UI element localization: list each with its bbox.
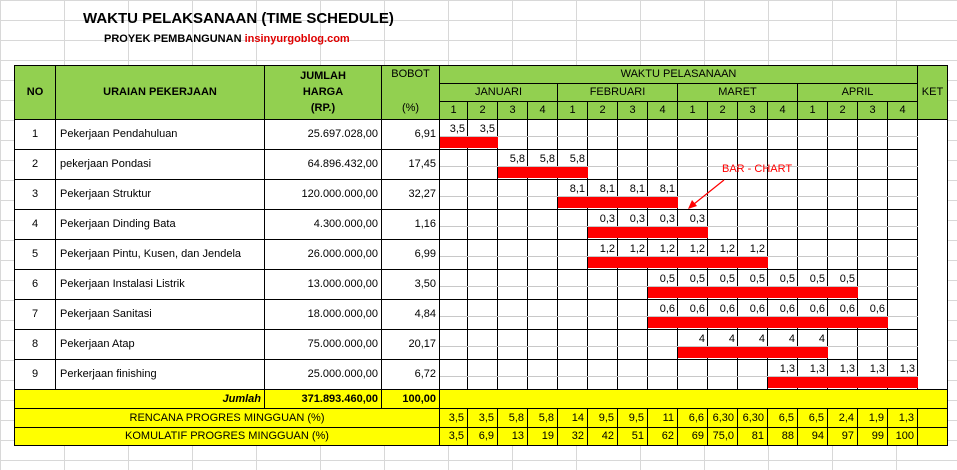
weekly-value: 8,1 [629,183,645,195]
weekly-value: 0,5 [659,273,675,285]
weekly-value: 0,6 [689,303,705,315]
task-name: Pekerjaan Pendahuluan [56,120,265,150]
task-harga: 13.000.000,00 [265,270,382,300]
header-week: 2 [588,102,618,120]
task-no: 4 [15,210,56,240]
task-bobot: 6,91 [382,120,440,150]
task-bobot: 3,50 [382,270,440,300]
task-harga: 18.000.000,00 [265,300,382,330]
task-harga: 64.896.432,00 [265,150,382,180]
header-ket: KET [918,66,948,120]
header-week: 1 [678,102,708,120]
task-bobot: 1,16 [382,210,440,240]
header-week: 3 [738,102,768,120]
komulatif-value: 51 [618,428,648,446]
rencana-value: 1,3 [888,409,918,428]
weekly-value: 0,3 [659,213,675,225]
komulatif-value: 42 [588,428,618,446]
header-week: 2 [828,102,858,120]
weekly-value: 4 [818,333,825,345]
weekly-value: 0,6 [779,303,795,315]
weekly-value: 1,2 [689,243,705,255]
header-month: JANUARI [440,84,558,102]
task-harga: 26.000.000,00 [265,240,382,270]
header-uraian: URAIAN PEKERJAAN [56,66,265,120]
weekly-value: 5,8 [539,153,555,165]
weekly-value: 4 [728,333,735,345]
rencana-value: 6,30 [708,409,738,428]
weekly-value: 0,5 [839,273,855,285]
rencana-value: 14 [558,409,588,428]
komulatif-value: 62 [648,428,678,446]
weekly-value: 0,3 [689,213,705,225]
header-month: MARET [678,84,798,102]
header-week: 2 [708,102,738,120]
weekly-value: 1,2 [599,243,615,255]
weekly-value: 0,5 [779,273,795,285]
rencana-value: 9,5 [588,409,618,428]
task-bobot: 6,99 [382,240,440,270]
komulatif-value: 75,0 [708,428,738,446]
rencana-value: 9,5 [618,409,648,428]
rencana-value: 6,6 [678,409,708,428]
weekly-value: 8,1 [569,183,585,195]
weekly-value: 4 [758,333,765,345]
rencana-value: 6,30 [738,409,768,428]
header-month: FEBRUARI [558,84,678,102]
task-harga: 25.697.028,00 [265,120,382,150]
task-name: Pekerjaan Struktur [56,180,265,210]
task-no: 2 [15,150,56,180]
weekly-value: 0,6 [809,303,825,315]
task-bobot: 32,27 [382,180,440,210]
weekly-value: 0,5 [809,273,825,285]
weekly-value: 1,2 [749,243,765,255]
weekly-value: 1,3 [899,363,915,375]
header-week: 1 [440,102,468,120]
weekly-value: 1,3 [839,363,855,375]
total-harga: 371.893.460,00 [265,390,382,409]
header-week: 4 [888,102,918,120]
weekly-value: 1,3 [779,363,795,375]
header-line: HARGA [302,86,344,98]
weekly-value: 0,3 [599,213,615,225]
task-name: pekerjaan Pondasi [56,150,265,180]
task-bobot: 6,72 [382,360,440,390]
rencana-value: 1,9 [858,409,888,428]
task-bobot: 4,84 [382,300,440,330]
weekly-value: 0,6 [869,303,885,315]
header-line: BOBOT [391,68,430,80]
rencana-value: 3,5 [440,409,468,428]
header-week: 4 [528,102,558,120]
header-waktu: WAKTU PELASANAAN [440,66,918,84]
task-bobot: 20,17 [382,330,440,360]
header-line: (%) [401,102,420,114]
subtitle-blog: insinyurgoblog.com [244,33,350,45]
weekly-value: 1,2 [629,243,645,255]
weekly-value: 1,3 [869,363,885,375]
task-harga: 4.300.000,00 [265,210,382,240]
task-name: Pekerjaan Atap [56,330,265,360]
bar-chart-annotation: BAR - CHART [722,163,793,175]
header-week: 3 [858,102,888,120]
weekly-value: 0,3 [629,213,645,225]
weekly-value: 4 [698,333,705,345]
task-harga: 120.000.000,00 [265,180,382,210]
header-no: NO [15,66,56,120]
komulatif-value: 88 [768,428,798,446]
header-week: 4 [768,102,798,120]
task-name: Pekerjaan Sanitasi [56,300,265,330]
rencana-value: 3,5 [468,409,498,428]
komulatif-value: 99 [858,428,888,446]
header-week: 2 [468,102,498,120]
rencana-label: RENCANA PROGRES MINGGUAN (%) [15,409,440,428]
weekly-value: 0,5 [719,273,735,285]
header-line: JUMLAH [300,70,346,82]
task-bobot: 17,45 [382,150,440,180]
header-line: (RP.) [310,102,336,114]
total-label: Jumlah [15,390,265,409]
header-week: 4 [648,102,678,120]
weekly-value: 0,5 [749,273,765,285]
rencana-value: 5,8 [498,409,528,428]
annotation-arrow-head [688,200,697,209]
weekly-value: 3,5 [479,123,495,135]
rencana-value: 11 [648,409,678,428]
komulatif-value: 19 [528,428,558,446]
total-bobot: 100,00 [382,390,440,409]
weekly-value: 8,1 [659,183,675,195]
header-week: 1 [798,102,828,120]
weekly-value: 5,8 [569,153,585,165]
header-week: 3 [618,102,648,120]
task-name: Pekerjaan Pintu, Kusen, dan Jendela [56,240,265,270]
task-harga: 25.000.000,00 [265,360,382,390]
rencana-value: 6,5 [768,409,798,428]
komulatif-value: 97 [828,428,858,446]
weekly-value: 0,6 [659,303,675,315]
task-no: 3 [15,180,56,210]
task-name: Pekerjaan Instalasi Listrik [56,270,265,300]
task-name: Pekerjaan Dinding Bata [56,210,265,240]
weekly-value: 4 [788,333,795,345]
task-no: 8 [15,330,56,360]
page-title: WAKTU PELAKSANAAN (TIME SCHEDULE) [83,10,394,27]
header-week: 1 [558,102,588,120]
task-no: 7 [15,300,56,330]
weekly-value: 5,8 [509,153,525,165]
weekly-value: 0,6 [719,303,735,315]
task-harga: 75.000.000,00 [265,330,382,360]
komulatif-value: 94 [798,428,828,446]
komulatif-value: 81 [738,428,768,446]
rencana-value: 2,4 [828,409,858,428]
komulatif-value: 69 [678,428,708,446]
rencana-value: 5,8 [528,409,558,428]
weekly-value: 0,6 [839,303,855,315]
task-no: 1 [15,120,56,150]
weekly-value: 0,5 [689,273,705,285]
komulatif-value: 13 [498,428,528,446]
task-name: Perkerjaan finishing [56,360,265,390]
weekly-value: 0,6 [749,303,765,315]
subtitle-project: PROYEK PEMBANGUNAN [104,33,245,45]
komulatif-value: 32 [558,428,588,446]
header-week: 3 [498,102,528,120]
weekly-value: 1,2 [719,243,735,255]
task-no: 5 [15,240,56,270]
komulatif-label: KOMULATIF PROGRES MINGGUAN (%) [15,428,440,446]
weekly-value: 1,3 [809,363,825,375]
weekly-value: 1,2 [659,243,675,255]
annotation-arrow-line [694,180,724,204]
komulatif-value: 100 [888,428,918,446]
rencana-value: 6,5 [798,409,828,428]
komulatif-value: 3,5 [440,428,468,446]
task-no: 9 [15,360,56,390]
weekly-value: 8,1 [599,183,615,195]
komulatif-value: 6,9 [468,428,498,446]
task-no: 6 [15,270,56,300]
header-month: APRIL [798,84,918,102]
weekly-value: 3,5 [449,123,465,135]
